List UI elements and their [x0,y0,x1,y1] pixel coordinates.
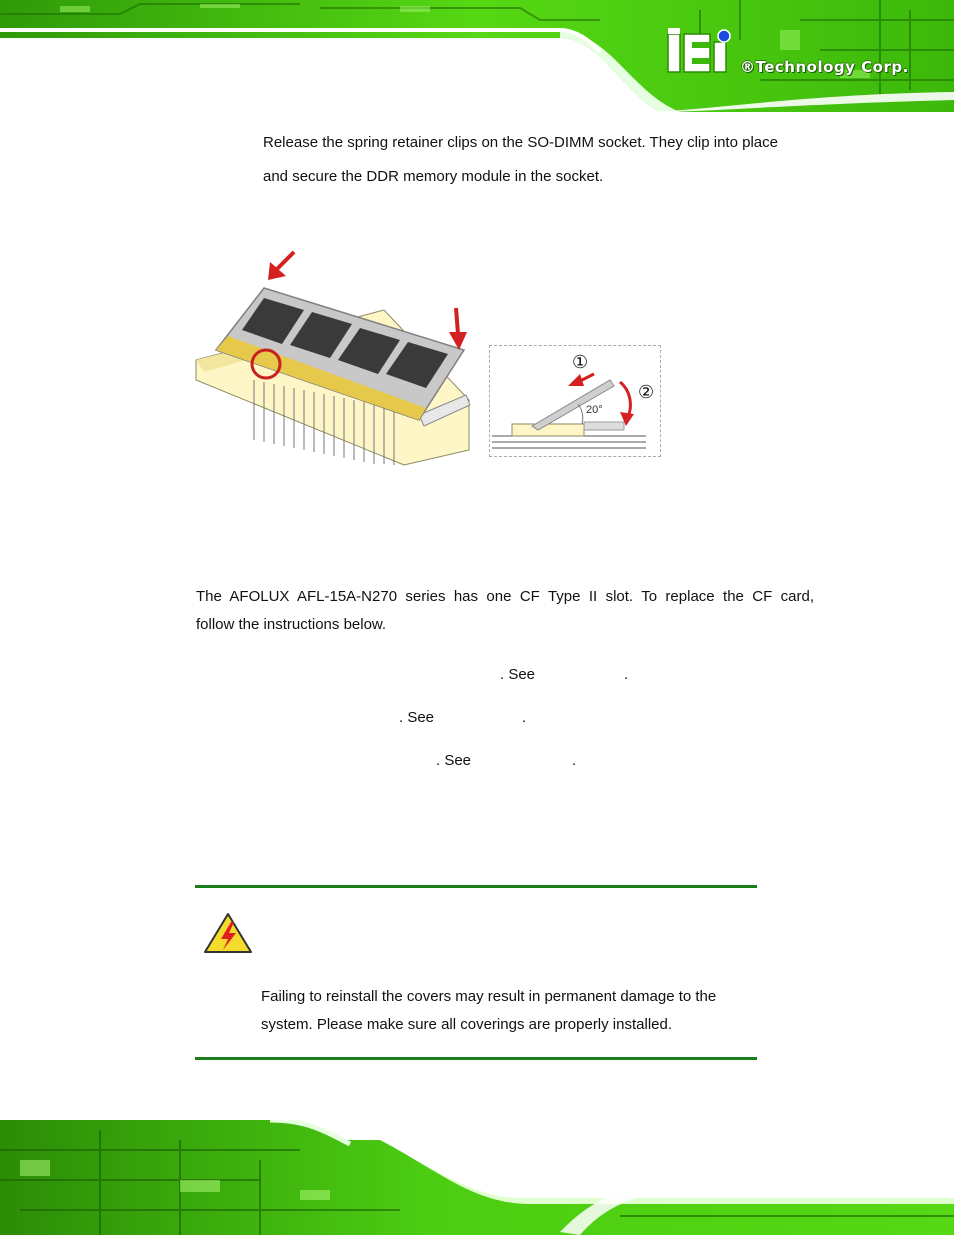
footer-banner [0,1120,954,1235]
angle-inset-diagram [489,345,661,457]
warning-text-line-2: system. Please make sure all coverings are properly installed. [261,1016,673,1033]
cf-step-2-see: . See [399,709,435,726]
step-text-line-2: and secure the DDR memory module in the socket. [263,168,604,185]
cf-step-2-period: . [522,709,527,726]
cf-step-3-see: . See [436,752,472,769]
cf-intro-line-1: The AFOLUX AFL-15A-N270 series has one CF Type II slot. To replace the CF card, [196,588,814,605]
angle-label: 20° [586,404,603,416]
pcb-footer-graphic [0,1120,954,1235]
warning-bottom-rule [195,1057,757,1060]
pcb-header-graphic [0,0,954,112]
brand-logo [666,28,736,74]
brand-tagline: ®Technology Corp. [740,58,909,76]
warning-icon [203,912,253,954]
step-text-line-1: Release the spring retainer clips on the SO-DIMM socket. They clip into place [263,134,778,151]
cf-intro-line-2: follow the instructions below. [196,616,387,633]
cf-step-1-see: . See [500,666,536,683]
step-two-marker: ② [638,382,655,403]
step-one-marker: ① [572,352,589,373]
warning-text-line-1: Failing to reinstall the covers may result in permanent damage to the [261,988,717,1005]
cf-step-1-period: . [624,666,629,683]
cf-step-3-period: . [572,752,577,769]
warning-top-rule [195,885,757,888]
header-banner [0,0,954,112]
